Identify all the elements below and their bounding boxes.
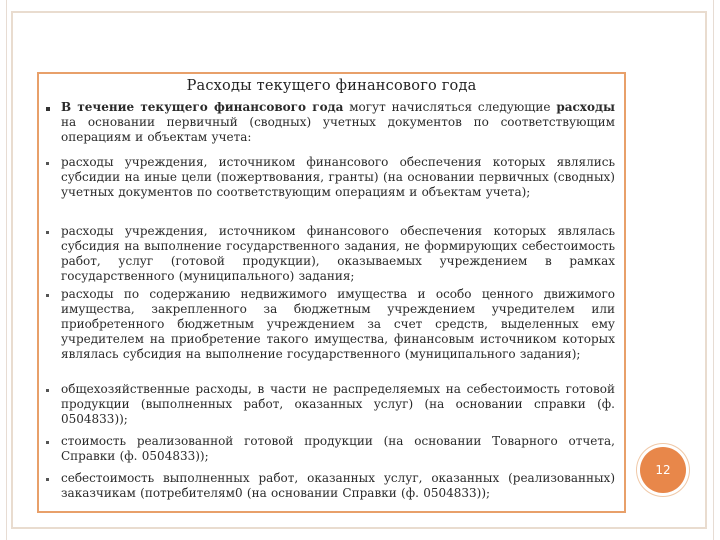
bullet	[46, 389, 49, 392]
list-item: расходы учреждения, источником финансового обеспечения которых являлась субсидия на выполнение государственного задания, не формирующих себестоимость работ, услуг (готовой продукции), оказываемых учреждением в рамках государственного (муниципального) задания;	[61, 224, 615, 283]
content-box	[37, 72, 626, 513]
left-rule-line	[6, 0, 7, 540]
bullet	[46, 478, 49, 481]
intro-bold-word: расходы	[556, 100, 615, 114]
list-item: себестоимость выполненных работ, оказанных услуг, оказанных (реализованных) заказчикам (потребителям0 (на основании Справки (ф. 0504833));	[61, 471, 615, 500]
list-item: стоимость реализованной готовой продукции (на основании Товарного отчета, Справки (ф. 0504833));	[61, 434, 615, 463]
list-item: расходы по содержанию недвижимого имущества и особо ценного движимого имущества, закрепленного за бюджетным учреждением учредителем или приобретенного бюджетным учреждением за счет средств, выделенных ему учредителем на приобретение такого имущества, финансовым источником которых являлась субсидия на выполнение государственного (муниципального задания);	[61, 287, 615, 361]
intro-bold-phrase: В течение текущего финансового года	[61, 100, 344, 114]
intro-paragraph	[61, 100, 615, 145]
bullet	[46, 231, 49, 234]
bullet	[46, 107, 50, 111]
list-item: расходы учреждения, источником финансового обеспечения которых являлись субсидии на иные цели (пожертвования, гранты) (на основании первичных (сводных) учетных документов по соответствующим операциям и объектам учета);	[61, 155, 615, 199]
list-item: общехозяйственные расходы, в части не распределяемых на себестоимость готовой продукции (выполненных работ, оказанных услуг) (на основании справки (ф. 0504833));	[61, 382, 615, 426]
slide-title: Расходы текущего финансового года	[186, 78, 477, 94]
intro-text-continued: на основании первичный (сводных) учетных документов по соответствующим операциям и объектам учета:	[61, 115, 615, 144]
right-rule-line	[713, 0, 714, 540]
bullet	[46, 441, 49, 444]
bullet	[46, 162, 49, 165]
bullet	[46, 294, 49, 297]
intro-text: могут начисляться следующие	[343, 100, 557, 114]
page-number-badge: 12	[640, 447, 686, 493]
